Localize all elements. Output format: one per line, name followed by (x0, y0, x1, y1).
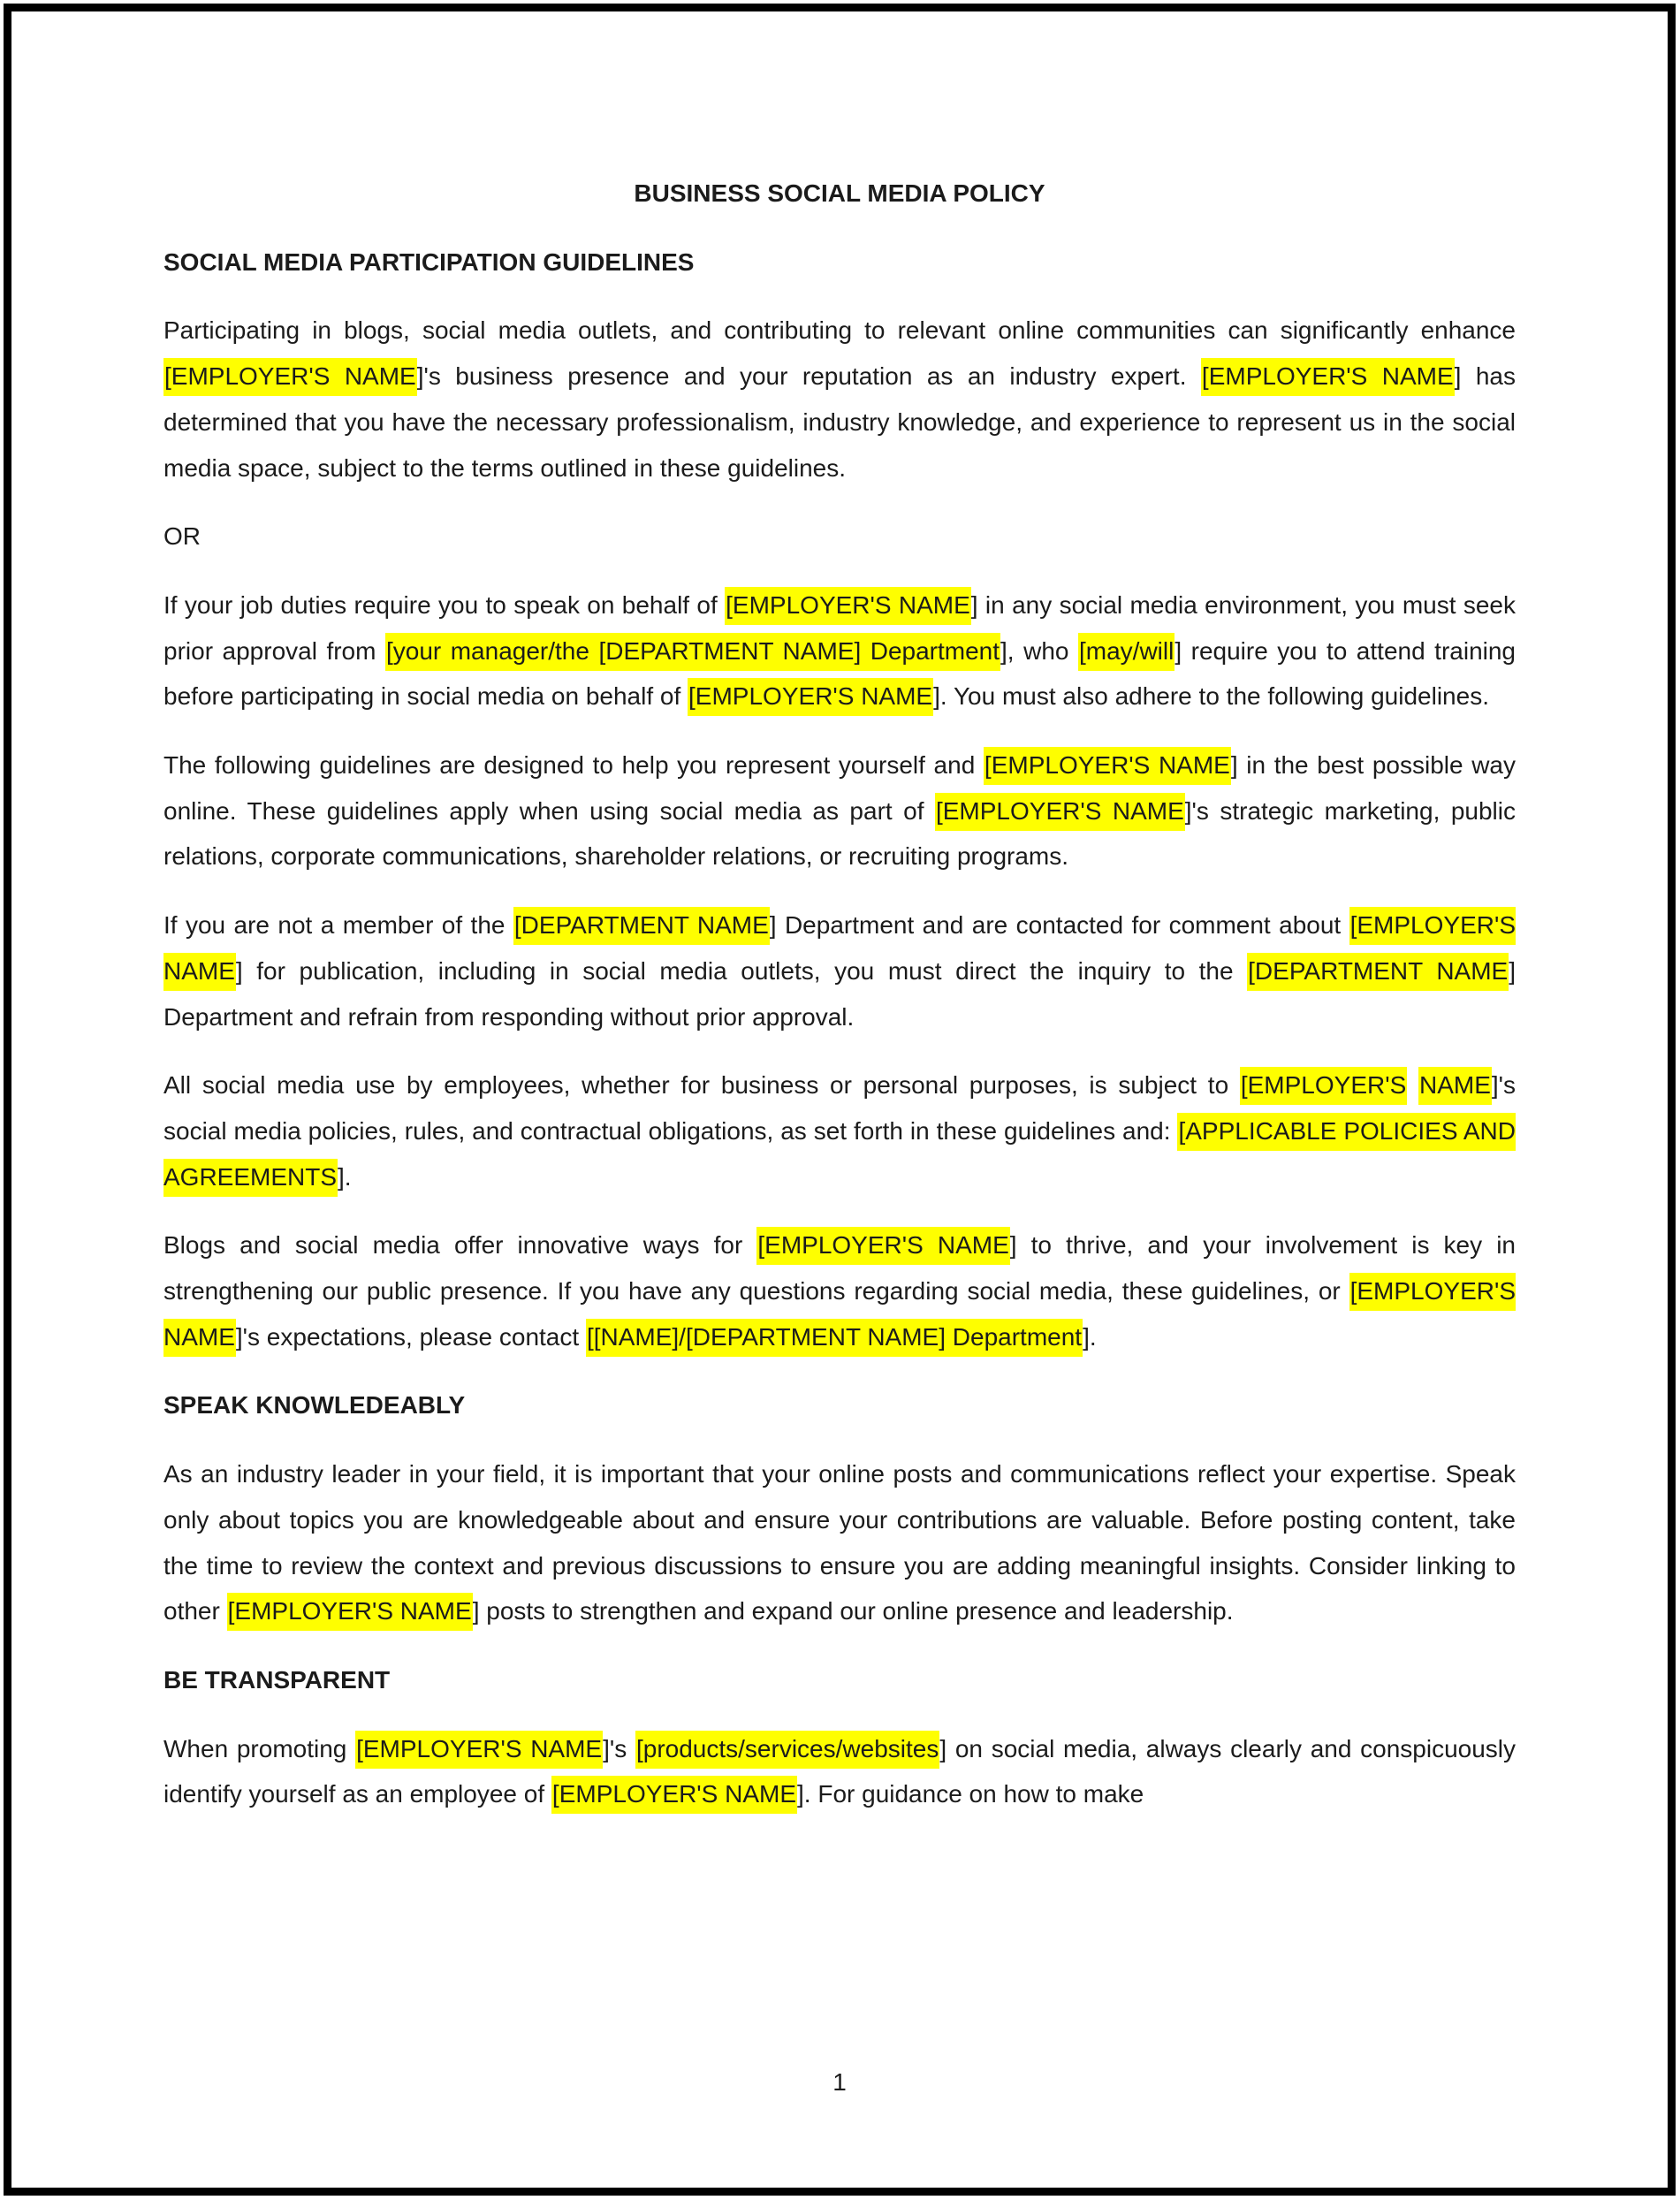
highlighted-placeholder: [EMPLOYER'S NAME (935, 793, 1185, 831)
text-run: ] in the best possible way online. These guidelines apply when using social media as part of (163, 751, 1516, 825)
text-run: ] in any social media environment, you must seek prior approval from (163, 590, 1517, 665)
paragraph (163, 582, 1516, 719)
text-run: ], who (1000, 636, 1078, 665)
paragraph (163, 1726, 1516, 1817)
text-run: Participating in blogs, social media outlets, and contributing to relevant online communities can significantly enhance (163, 316, 1516, 345)
highlighted-placeholder: [DEPARTMENT NAME (513, 907, 770, 945)
highlighted-placeholder: [EMPLOYER'S NAME (756, 1227, 1009, 1265)
paragraph (163, 742, 1516, 879)
highlighted-placeholder: [products/services/websites (635, 1731, 939, 1769)
highlighted-placeholder: [may/will (1078, 633, 1174, 671)
highlighted-placeholder: [EMPLOYER'S NAME (1201, 358, 1455, 396)
text-run: The following guidelines are designed to help you represent yourself and (163, 751, 984, 780)
text-run: ] for publication, including in social media outlets, you must direct the inquiry to the (235, 956, 1248, 985)
highlighted-placeholder: [your manager/the [DEPARTMENT NAME] Department (385, 633, 1000, 671)
highlighted-placeholder: [EMPLOYER'S NAME (163, 907, 1516, 991)
text-run: ] posts to strengthen and expand our online presence and leadership. (472, 1597, 1234, 1625)
document-content (11, 11, 1668, 1840)
text-run: ]'s social media policies, rules, and contractual obligations, as set forth in these guidelines and: (163, 1071, 1516, 1145)
text-run: Blogs and social media offer innovative ways for (163, 1231, 757, 1260)
highlighted-placeholder: [EMPLOYER'S (1240, 1067, 1407, 1105)
highlighted-placeholder: [APPLICABLE POLICIES AND AGREEMENTS (163, 1113, 1516, 1197)
highlighted-placeholder: [EMPLOYER'S NAME (984, 747, 1231, 785)
highlighted-placeholder: [EMPLOYER'S NAME (551, 1776, 797, 1814)
highlighted-placeholder: [EMPLOYER'S NAME (355, 1731, 603, 1769)
text-run: As an industry leader in your field, it is important that your online posts and communications reflect your expertise. Speak only about topics you are knowledgeable about and ensure your contributions are valuable. Before posting content, take the time to review the context and previous discussions to ensure you are adding meaningful insights. Consider linking to other (163, 1460, 1516, 1625)
text-run: If you are not a member of the (163, 911, 513, 940)
document-title: BUSINESS SOCIAL MEDIA POLICY (634, 179, 1045, 207)
highlighted-placeholder: [EMPLOYER'S NAME (227, 1593, 473, 1631)
section-heading: BE TRANSPARENT (163, 1665, 391, 1694)
paragraph (163, 1222, 1516, 1359)
text-run: ] on social media, always clearly and conspicuously identify yourself as an employee of (163, 1734, 1517, 1808)
text-run: ] has determined that you have the necessary professionalism, industry knowledge, and experience to represent us in the social media space, subject to the terms outlined in these guidelines. (163, 362, 1517, 482)
text-run: ]'s (603, 1734, 635, 1762)
section-heading: SPEAK KNOWLEDEABLY (163, 1391, 466, 1420)
text-run: If your job duties require you to speak on behalf of (163, 590, 726, 619)
text-run: ] to thrive, and your involvement is key in strengthening our public presence. If you have any questions regarding social media, these guidelines, or (163, 1231, 1517, 1306)
text-run: When promoting (163, 1734, 356, 1762)
highlighted-placeholder: [[NAME]/[DEPARTMENT NAME] Department (586, 1319, 1083, 1357)
paragraph (163, 1451, 1516, 1634)
text-run: ]. (1083, 1322, 1097, 1351)
text-run (1407, 1071, 1418, 1099)
document-body (163, 240, 1516, 1817)
highlighted-placeholder: NAME (1418, 1067, 1492, 1105)
text-run: ]. You must also adhere to the following guidelines. (933, 682, 1489, 711)
text-run: ]'s business presence and your reputation as an industry expert. (416, 362, 1201, 391)
text-run: ] require you to attend training before participating in social media on behalf of (163, 636, 1517, 711)
section-heading: SOCIAL MEDIA PARTICIPATION GUIDELINES (163, 247, 695, 276)
text-run: ]. (338, 1162, 352, 1191)
text-run: ] Department and refrain from responding without prior approval. (163, 956, 1517, 1031)
highlighted-placeholder: [DEPARTMENT NAME (1247, 953, 1509, 991)
text-run: ]'s strategic marketing, public relations, corporate communications, shareholder relations, or recruiting programs. (163, 796, 1516, 871)
document-page (4, 4, 1676, 2196)
paragraph (163, 902, 1516, 1039)
highlighted-placeholder: [EMPLOYER'S NAME (163, 358, 417, 396)
paragraph (163, 308, 1516, 491)
highlighted-placeholder: [EMPLOYER'S NAME (725, 587, 971, 625)
text-run: ]'s expectations, please contact (235, 1322, 586, 1351)
text-run: ]. For guidance on how to make (797, 1780, 1144, 1808)
highlighted-placeholder: [EMPLOYER'S NAME (688, 678, 933, 716)
page-number: 1 (832, 2068, 847, 2096)
text-run: OR (163, 522, 201, 551)
highlighted-placeholder: [EMPLOYER'S NAME (163, 1273, 1516, 1357)
text-run: ] Department and are contacted for comment about (769, 911, 1349, 940)
paragraph (163, 1062, 1516, 1199)
text-run: All social media use by employees, whether for business or personal purposes, is subject to (163, 1071, 1240, 1100)
paragraph (163, 514, 1516, 560)
